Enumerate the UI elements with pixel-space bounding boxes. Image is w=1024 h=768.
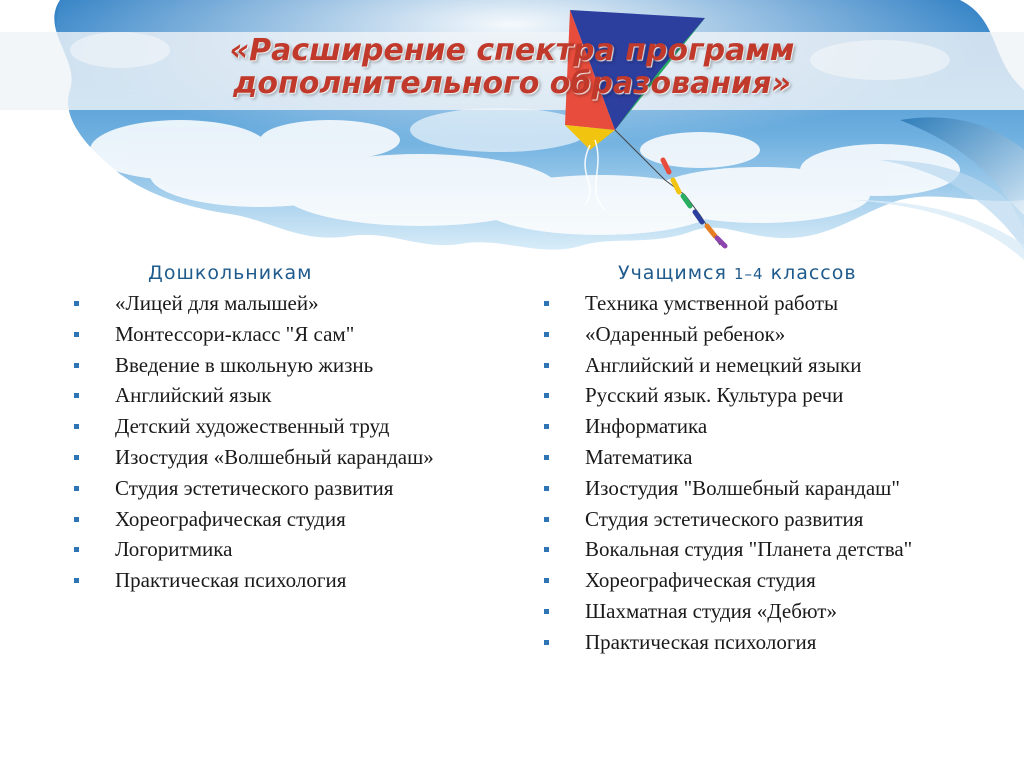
list-item [70,380,520,411]
bullet-square-icon [544,363,549,368]
list-item [540,473,982,504]
list-item [70,411,520,442]
preschool-program-list [70,288,520,596]
list-item [70,442,520,473]
list-item [540,565,982,596]
slide-title [0,34,1024,100]
bullet-square-icon [544,332,549,337]
bullet-square-icon [544,486,549,491]
bullet-square-icon [544,640,549,645]
preschool-column [70,258,520,596]
list-item [70,504,520,535]
list-item-text: Изостудия «Волшебный карандаш» [115,444,434,469]
bullet-square-icon [74,393,79,398]
bullet-square-icon [544,609,549,614]
bullet-square-icon [544,517,549,522]
list-item-text: Английский язык [115,383,272,408]
list-item-text: Хореографическая студия [115,506,346,531]
bullet-square-icon [74,547,79,552]
list-item [540,380,982,411]
list-item [70,565,520,596]
grades-1-4-heading [540,258,982,288]
list-item-text: Практическая психология [115,568,347,593]
bullet-square-icon [544,393,549,398]
heading-suffix: классов [763,262,857,284]
list-item-text: Хореографическая студия [585,568,816,593]
grades-1-4-program-list [540,288,982,658]
bullet-square-icon [74,301,79,306]
list-item [540,627,982,658]
bullet-square-icon [74,455,79,460]
list-item [540,288,982,319]
list-item [70,288,520,319]
list-item-text: Студия эстетического развития [115,475,394,500]
list-item [540,596,982,627]
bullet-square-icon [544,547,549,552]
list-item-text: Английский и немецкий языки [585,352,862,377]
heading-number: 1–4 [733,265,764,283]
bullet-square-icon [544,455,549,460]
list-item [70,473,520,504]
list-item-text: Логоритмика [115,537,233,562]
bullet-square-icon [74,424,79,429]
bullet-square-icon [544,578,549,583]
bullet-square-icon [544,301,549,306]
list-item [540,504,982,535]
list-item-text: Введение в школьную жизнь [115,352,374,377]
list-item [540,534,982,565]
list-item [540,442,982,473]
list-item [540,411,982,442]
list-item-text: Практическая психология [585,629,817,654]
list-item-text: Детский художественный труд [115,414,390,439]
list-item-text: Изостудия "Волшебный карандаш" [585,475,900,500]
list-item-text: Русский язык. Культура речи [585,383,844,408]
preschool-heading: Дошкольникам [148,262,313,284]
slide-title-line-1: «Расширение спектра программ [229,33,795,68]
list-item-text: Монтессори-класс "Я сам" [115,321,355,346]
bullet-square-icon [74,486,79,491]
list-item [70,534,520,565]
list-item [540,350,982,381]
list-item-text: Техника умственной работы [585,291,839,315]
list-item-text: Студия эстетического развития [585,506,864,531]
bullet-square-icon [544,424,549,429]
list-item-text: Информатика [585,414,708,439]
list-item-text: Математика [585,444,693,469]
list-item-text: Шахматная студия «Дебют» [585,598,837,623]
list-item [70,319,520,350]
list-item-text: Вокальная студия "Планета детства" [585,537,913,562]
list-item-text: «Лицей для малышей» [115,291,319,315]
bullet-square-icon [74,363,79,368]
grades-1-4-column [540,258,982,658]
slide-title-line-2: дополнительного образования» [233,66,791,101]
list-item [540,319,982,350]
bullet-square-icon [74,517,79,522]
bullet-square-icon [74,578,79,583]
list-item [70,350,520,381]
bullet-square-icon [74,332,79,337]
list-item-text: «Одаренный ребенок» [585,321,786,346]
heading-prefix: Учащимся [618,262,734,284]
